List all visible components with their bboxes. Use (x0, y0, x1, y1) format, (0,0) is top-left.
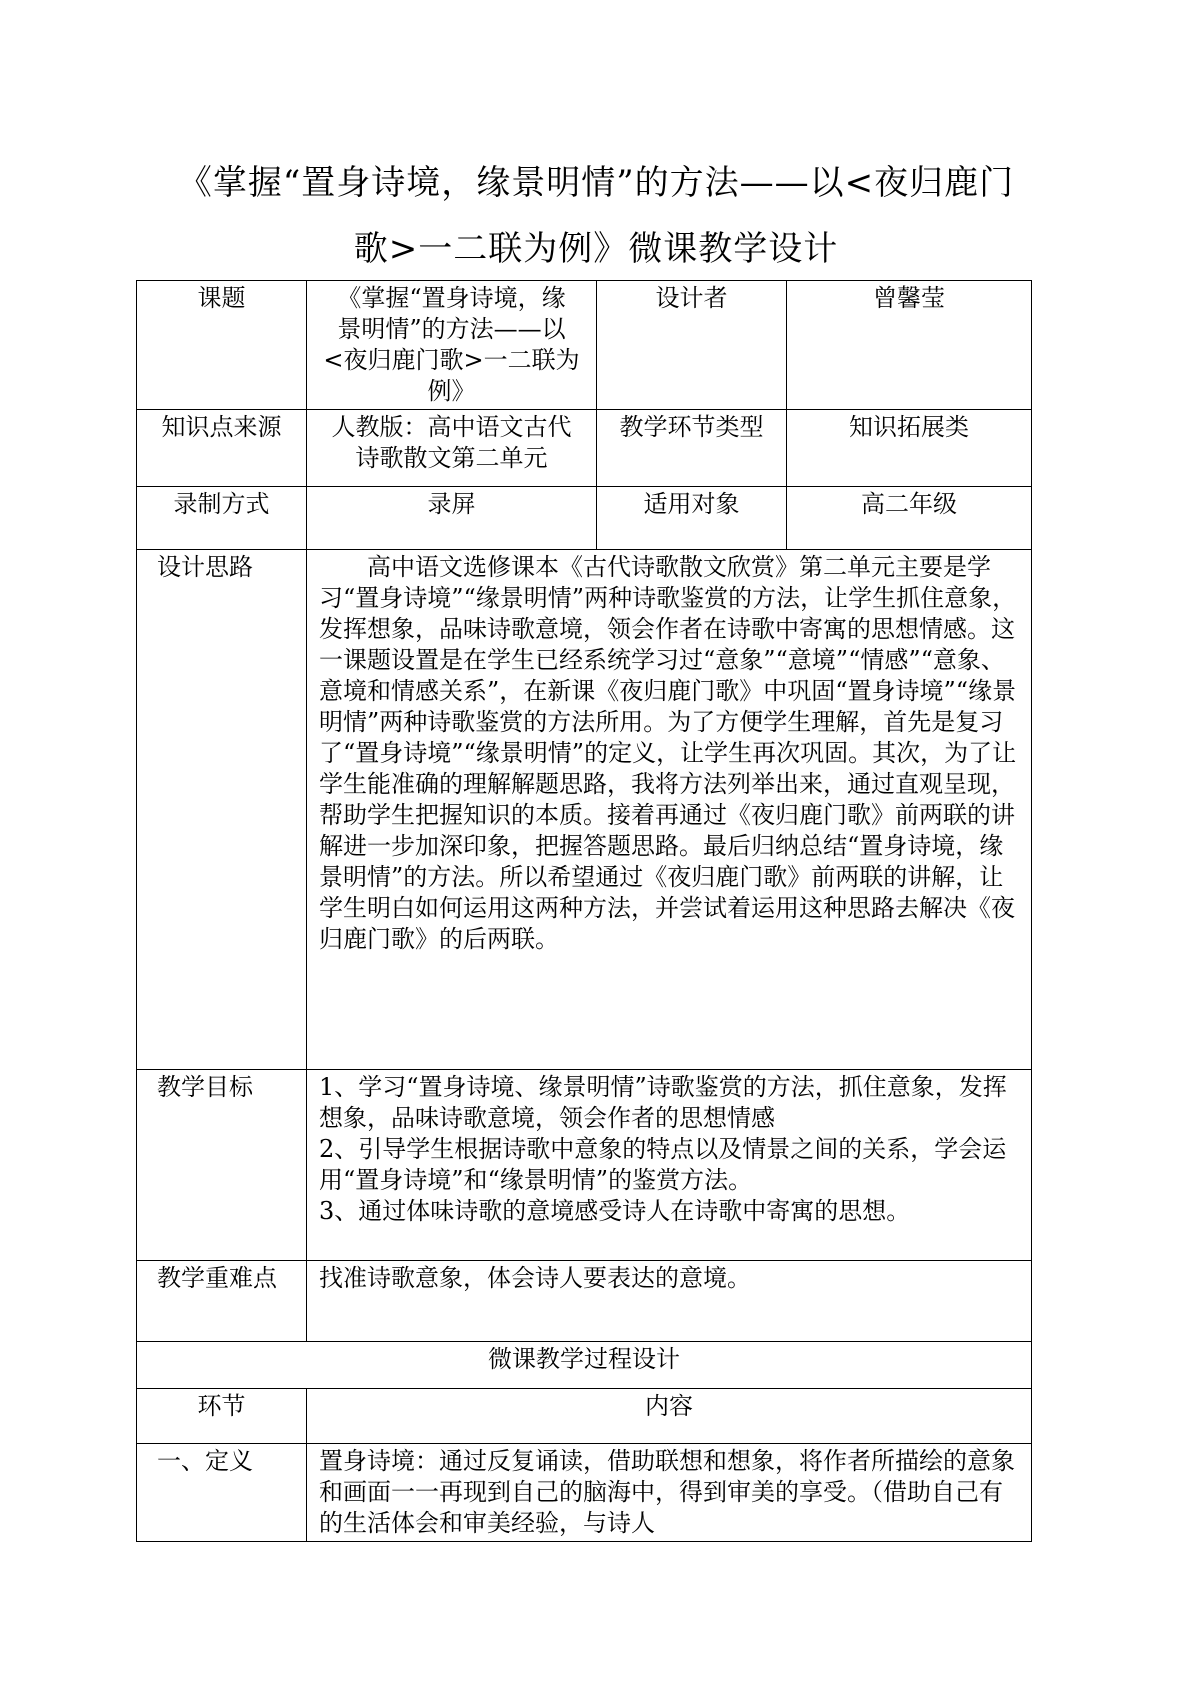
stage-definition-label: 一、定义 (137, 1444, 307, 1542)
designer-value: 曾馨莹 (787, 281, 1032, 410)
design-idea-text (307, 550, 1032, 1070)
source-value (307, 410, 597, 487)
table-row-definition (137, 1444, 1032, 1542)
record-method-label: 录制方式 (137, 487, 307, 550)
topic-value-line: 《掌握“置身诗境，缘 (337, 284, 566, 312)
designer-label: 设计者 (597, 281, 787, 410)
goals-list (307, 1070, 1032, 1261)
stage-definition-content: 置身诗境：通过反复诵读，借助联想和想象，将作者所描绘的意象和画面一一再现到自己的脑海中，得到审美的享受。（借助自己有的生活体会和审美经验，与诗人 (307, 1444, 1032, 1542)
document-title-line-1: 《掌握“置身诗境，缘景明情”的方法——以<夜归鹿门 (177, 163, 1015, 203)
topic-label: 课题 (137, 281, 307, 410)
process-title: 微课教学过程设计 (137, 1342, 1032, 1389)
audience-value: 高二年级 (787, 487, 1032, 550)
design-idea-label: 设计思路 (137, 550, 307, 1070)
table-row-record (137, 487, 1032, 550)
goal-item: 1、学习“置身诗境、缘景明情”诗歌鉴赏的方法，抓住意象，发挥想象，品味诗歌意境，领会作者的思想情感 (319, 1073, 1007, 1132)
topic-value-line: 例》 (427, 377, 476, 405)
table-row-process-title (137, 1342, 1032, 1389)
source-value-line: 诗歌散文第二单元 (355, 444, 548, 472)
goal-item: 2、引导学生根据诗歌中意象的特点以及情景之间的关系，学会运用“置身诗境”和“缘景明情”的鉴赏方法。 (319, 1135, 1007, 1194)
source-label: 知识点来源 (137, 410, 307, 487)
section-type-value: 知识拓展类 (787, 410, 1032, 487)
topic-value-line: 景明情”的方法——以 (337, 315, 566, 343)
document-title-line-2: 歌>一二联为例》微课教学设计 (353, 229, 839, 269)
document-title (136, 150, 1056, 282)
design-idea-paragraph: 高中语文选修课本《古代诗歌散文欣赏》第二单元主要是学习“置身诗境”“缘景明情”两种诗歌鉴赏的方法，让学生抓住意象，发挥想象，品味诗歌意境，领会作者在诗歌中寄寓的思想情感。这一课题设置是在学生已经系统学习过“意象”“意境”“情感”“意象、意境和情感关系”，在新课《夜归鹿门歌》中巩固“置身诗境”“缘景明情”两种诗歌鉴赏的方法所用。为了方便学生理解，首先是复习了“置身诗境”“缘景明情”的定义，让学生再次巩固。其次，为了让学生能准确的理解解题思路，我将方法列举出来，通过直观呈现，帮助学生把握知识的本质。接着再通过《夜归鹿门歌》前两联的讲解进一步加深印象，把握答题思路。最后归纳总结“置身诗境，缘景明情”的方法。所以希望通过《夜归鹿门歌》前两联的讲解，让学生明白如何运用这两种方法，并尝试着运用这种思路去解决《夜归鹿门歌》的后两联。 (319, 553, 1017, 953)
audience-label: 适用对象 (597, 487, 787, 550)
table-row-key-points (137, 1261, 1032, 1342)
table-row-goals (137, 1070, 1032, 1261)
table-row-topic (137, 281, 1032, 410)
table-row-design-idea (137, 550, 1032, 1070)
table-row-source (137, 410, 1032, 487)
lesson-design-table (136, 280, 1032, 1542)
section-type-label: 教学环节类型 (597, 410, 787, 487)
goals-label: 教学目标 (137, 1070, 307, 1261)
topic-value-line: <夜归鹿门歌>一二联为 (323, 346, 580, 374)
goal-item: 3、通过体味诗歌的意境感受诗人在诗歌中寄寓的思想。 (319, 1197, 911, 1225)
key-points-text: 找准诗歌意象，体会诗人要表达的意境。 (307, 1261, 1032, 1342)
topic-value (307, 281, 597, 410)
column-header-stage: 环节 (137, 1389, 307, 1444)
source-value-line: 人教版：高中语文古代 (331, 413, 572, 441)
key-points-label: 教学重难点 (137, 1261, 307, 1342)
table-row-process-header (137, 1389, 1032, 1444)
column-header-content: 内容 (307, 1389, 1032, 1444)
record-method-value: 录屏 (307, 487, 597, 550)
